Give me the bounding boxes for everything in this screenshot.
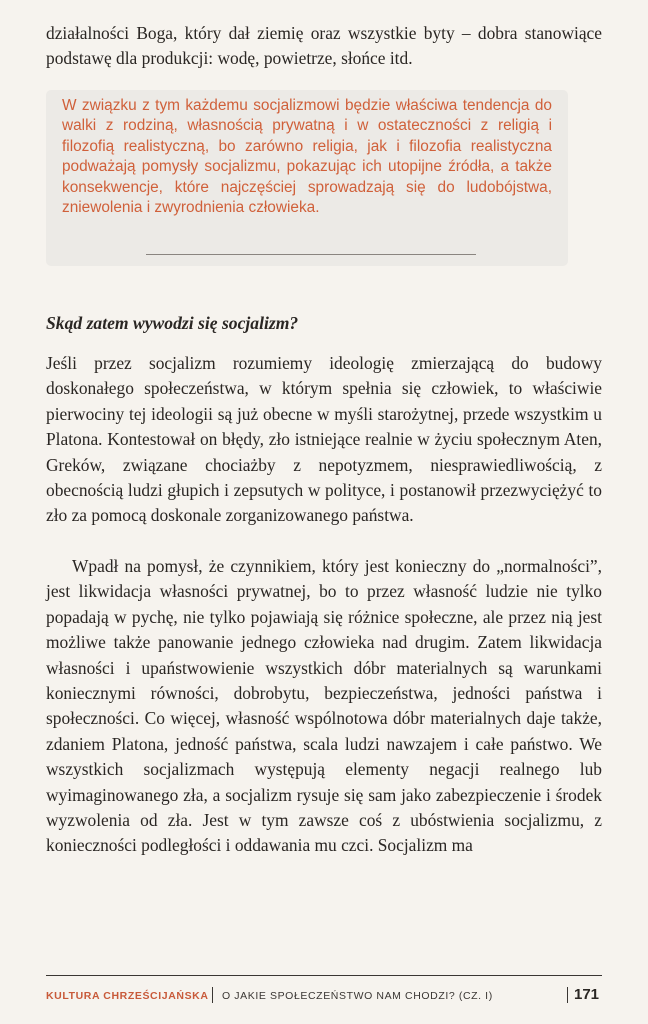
footer-article-title: O JAKIE SPOŁECZEŃSTWO NAM CHODZI? (CZ. I) <box>222 990 493 1002</box>
pull-quote-divider <box>146 254 476 255</box>
body-paragraph-1: Jeśli przez socjalizm rozumiemy ideologię zmierzającą do budowy doskonałego społeczeństwa, w którym spełnia się człowiek, to właściwie pierwociny tej ideologii są już obecne w myśli starożytnej, przede wszystkim u Platona. Kontestował on błędy, zło istniejące realnie w życiu społecznym Aten, Greków, związane chociażby z nepotyzmem, niesprawiedliwością, z obecnością ludzi głupich i zepsutych w polityce, i postanowił przezwyciężyć to zło za pomocą doskonale zorganizowanego państwa. <box>46 353 602 526</box>
top-paragraph: działalności Boga, który dał ziemię oraz wszystkie byty – dobra stanowiące podstawę dla produkcji: wodę, powietrze, słońce itd. <box>46 23 602 69</box>
body-paragraph-2: Wpadł na pomysł, że czynnikiem, który jest konieczny do „normalności”, jest likwidacja własności prywatnej, bo to przez własność ludzie nie tylko popadają w pychę, nie tylko pojawiają się różnice społeczne, ale przez nią jest możliwe także panowanie jednego człowieka nad drugim. Zatem likwidacja własności i upaństwowienie wszystkich dóbr materialnych są warunkami koniecznymi równości, dobrobytu, bezpieczeństwa, jedności państwa i społeczności. Co więcej, własność wspólnotowa dóbr materialnych daje także, zdaniem Platona, jedność państwa, scala ludzi nawzajem i całe państwo. We wszystkich socjalizmach występują elementy negacji realnego lub wyimaginowanego zła, a socjalizm rysuje się sam jako zabezpieczenie i środek wyzwolenia od zła. Jest w tym zawsze coś z ubóstwienia socjalizmu, z konieczności podległości i oddawania mu czci. Socjalizm ma <box>46 556 602 856</box>
footer-separator <box>567 987 568 1003</box>
footer-separator <box>212 987 213 1003</box>
footer-brand: KULTURA CHRZEŚCIJAŃSKA <box>46 990 209 1002</box>
section-heading: Skąd zatem wywodzi się socjalizm? <box>46 313 299 333</box>
page-number: 171 <box>574 986 600 1003</box>
pull-quote-box <box>46 90 568 266</box>
footer-divider <box>46 975 602 976</box>
page-footer <box>46 986 602 1008</box>
pull-quote-text: W związku z tym każdemu socjalizmowi będzie właściwa tendencja do walki z rodziną, własnością prywatną i w ostateczności z religią i filozofią realistyczną, bo zarówno religia, jak i filozofia realistyczna podważają pomysły socjalizmu, pokazując ich utopijne źródła, a także konsekwencje, które najczęściej sprowadzają się do ludobójstwa, zniewolenia i zwyrodnienia człowieka. <box>62 97 552 217</box>
